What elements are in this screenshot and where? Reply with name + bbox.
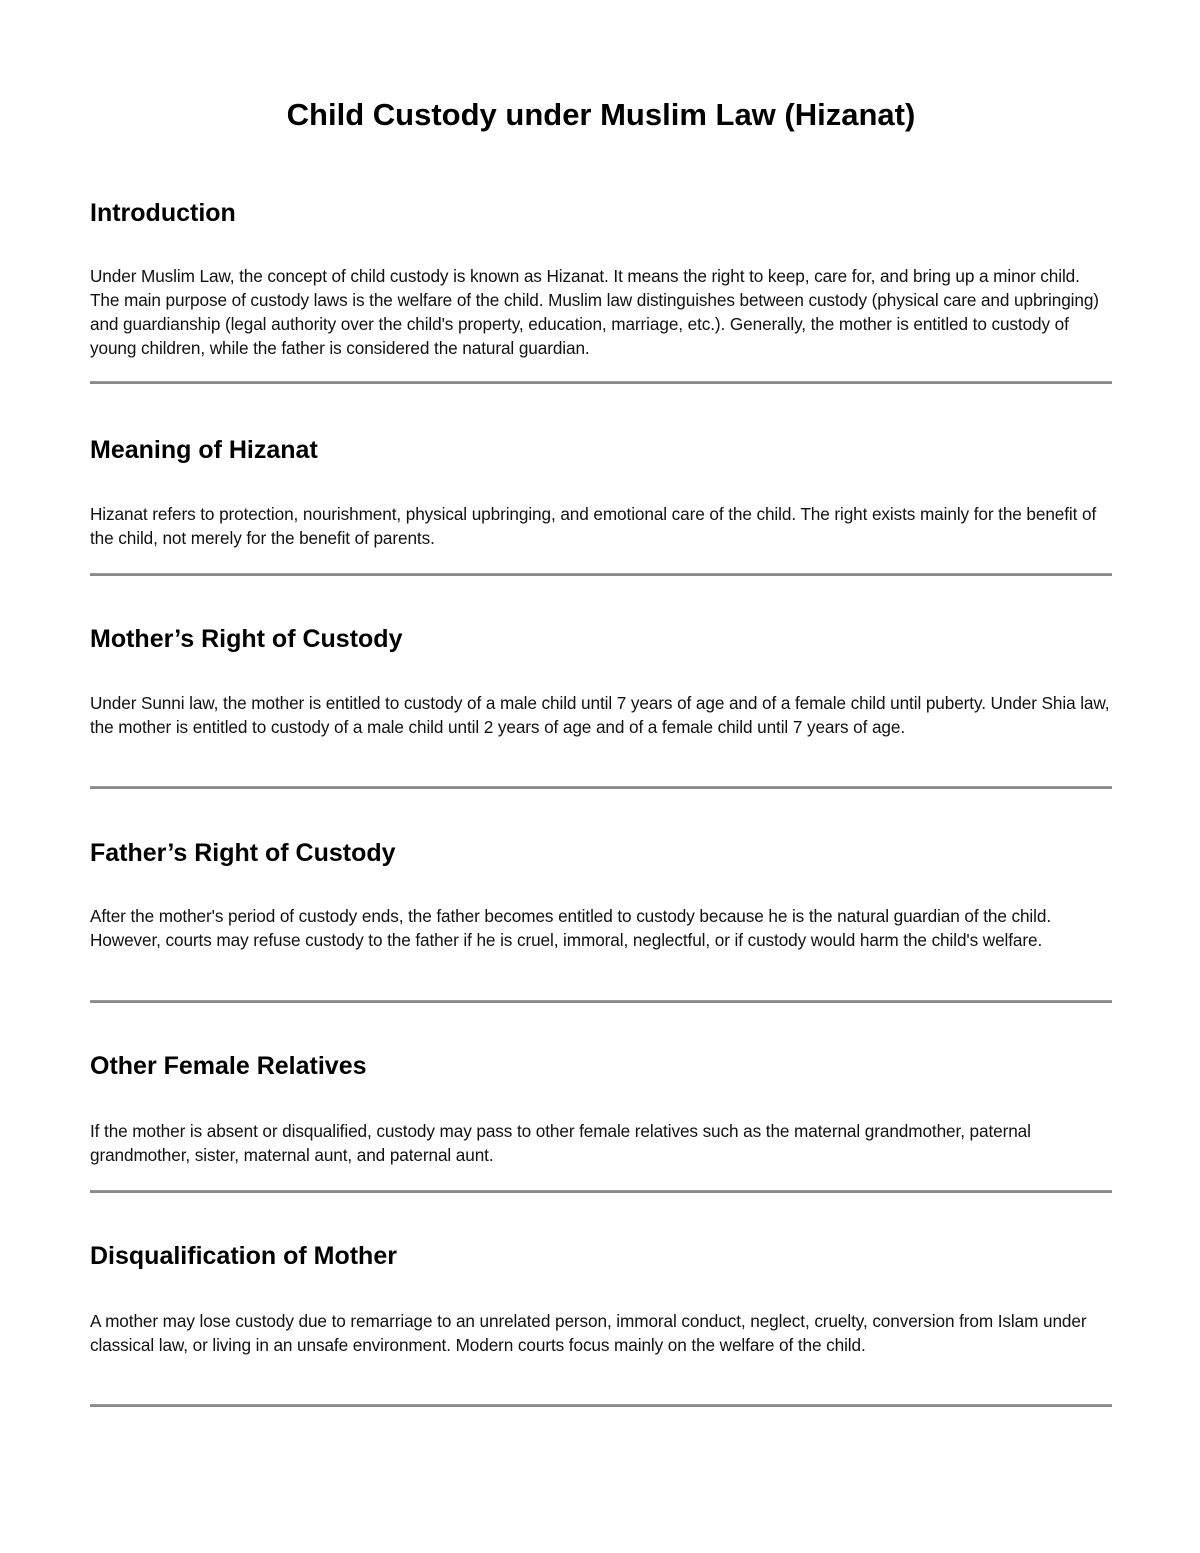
section-mothers-right [90, 623, 1112, 737]
section-introduction [90, 197, 1112, 358]
section-heading: Disqualification of Mother [90, 1242, 397, 1270]
section-divider [90, 1190, 1112, 1193]
section-body: If the mother is absent or disqualified, custody may pass to other female relatives such as the maternal grandmother, paternal grandmother, sister, maternal aunt, and paternal aunt. [90, 1121, 1031, 1165]
section-meaning-of-hizanat [90, 434, 1112, 548]
section-heading: Mother’s Right of Custody [90, 625, 403, 653]
section-fathers-right [90, 837, 1112, 950]
section-disqualification-of-mother [90, 1240, 1112, 1355]
section-heading: Other Female Relatives [90, 1052, 367, 1080]
section-body: Under Sunni law, the mother is entitled to custody of a male child until 7 years of age and of a female child until puberty. Under Shia law, the mother is entitled to custody of a male child until 2 years of age and of a female child until 7 years of age. [90, 693, 1110, 737]
section-body: After the mother's period of custody ends, the father becomes entitled to custody because he is the natural guardian of the child. However, courts may refuse custody to the father if he is cruel, immoral, neglectful, or if custody would harm the child's welfare. [90, 906, 1052, 950]
section-body: Hizanat refers to protection, nourishment, physical upbringing, and emotional care of the child. The right exists mainly for the benefit of the child, not merely for the benefit of parents. [90, 504, 1097, 548]
section-divider [90, 786, 1112, 789]
section-body: Under Muslim Law, the concept of child custody is known as Hizanat. It means the right to keep, care for, and bring up a minor child. The main purpose of custody laws is the welfare of the child. Muslim law distinguishes between custody (physical care and upbringing) and guardianship (legal authority over the child's property, education, marriage, etc.). Generally, the mother is entitled to custody of young children, while the father is considered the natural guardian. [90, 266, 1099, 358]
section-body: A mother may lose custody due to remarriage to an unrelated person, immoral conduct, neglect, cruelty, conversion from Islam under classical law, or living in an unsafe environment. Modern courts focus mainly on the welfare of the child. [90, 1311, 1087, 1355]
document-title: Child Custody under Muslim Law (Hizanat) [286, 97, 916, 132]
section-heading: Introduction [90, 199, 236, 227]
section-divider [90, 1000, 1112, 1003]
section-divider [90, 1404, 1112, 1407]
section-heading: Father’s Right of Custody [90, 839, 396, 867]
section-divider [90, 573, 1112, 576]
section-heading: Meaning of Hizanat [90, 436, 318, 464]
section-divider [90, 381, 1112, 384]
section-other-female-relatives [90, 1050, 1112, 1165]
